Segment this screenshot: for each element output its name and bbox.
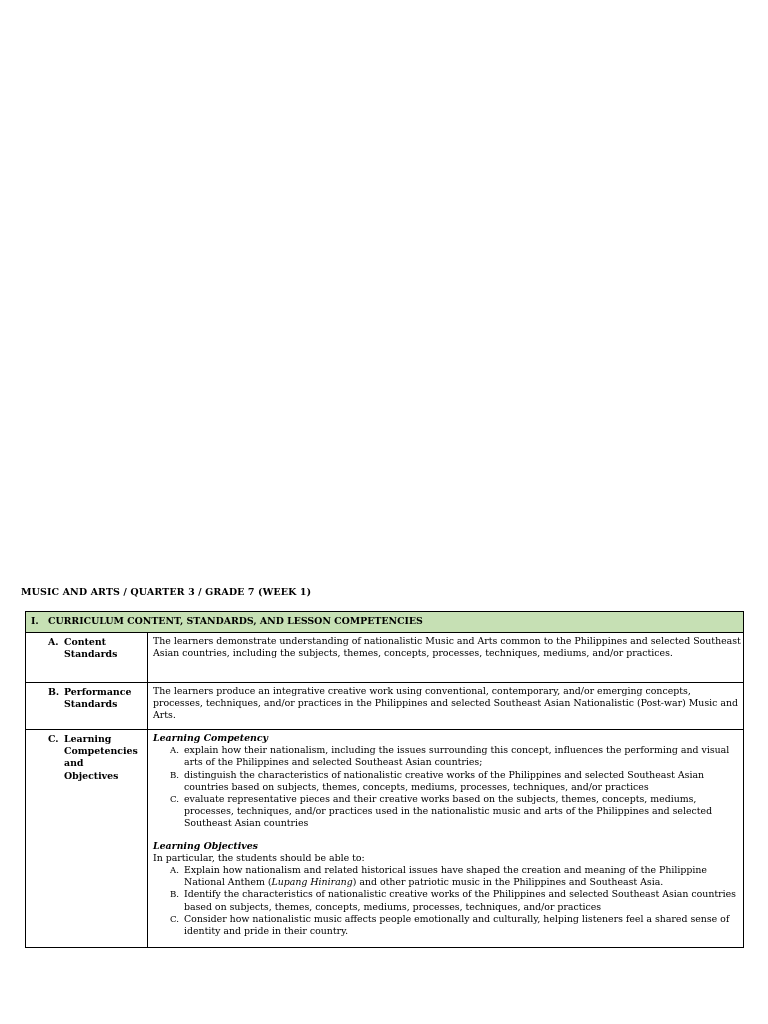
list-marker: A. xyxy=(170,866,179,877)
list-item xyxy=(153,889,741,913)
objectives-list xyxy=(153,865,741,938)
content-standards-row xyxy=(26,633,744,683)
learning-competencies-label-cell xyxy=(26,730,148,948)
list-item xyxy=(153,770,741,794)
objectives-intro: In particular, the students should be able to: xyxy=(153,852,365,864)
content-standards-text-cell xyxy=(148,633,744,683)
list-marker: B. xyxy=(169,770,179,781)
content-standards-label: Content Standards xyxy=(64,637,118,661)
competency-text: evaluate representative pieces and their creative works based on the subjects, themes, concepts, mediums, processes, techniques, and/or practices used in the nationalistic music and arts of the Philippines and selected Southeast Asian countries xyxy=(184,794,713,830)
list-marker: C. xyxy=(169,795,179,806)
list-item xyxy=(153,865,741,889)
section-number: I. xyxy=(31,615,39,627)
objective-text-part: Explain how nationalism and related historical issues have shaped the creation and meaning of the Philippine National Anthem ( xyxy=(184,865,707,889)
objective-text: Consider how nationalistic music affects people emotionally and culturally, helping listeners feel a shared sense of identity and pride in their country. xyxy=(184,913,730,938)
content-standards-label-cell xyxy=(26,633,148,683)
section-title: CURRICULUM CONTENT, STANDARDS, AND LESSON COMPETENCIES xyxy=(48,615,423,627)
performance-standards-text-cell xyxy=(148,683,744,730)
learning-objectives-heading: Learning Objectives xyxy=(153,840,258,852)
list-item xyxy=(153,794,741,831)
learning-competencies-letter: C. xyxy=(48,734,59,745)
performance-standards-text: The learners produce an integrative creative work using conventional, contemporary, and/or emerging concepts, processes, techniques, and/or practices in the Philippines and selected Southeast Asian Nationalistic (Post-war) Music and Arts. xyxy=(153,686,739,722)
list-item xyxy=(153,914,741,938)
competency-list xyxy=(153,745,741,830)
performance-standards-letter: B. xyxy=(48,687,60,698)
objective-text: Identify the characteristics of nationalistic creative works of the Philippines and selected Southeast Asian countries based on subjects, themes, concepts, mediums, processes, techniques, and/or practices xyxy=(184,889,736,913)
objective-text-part: ) and other patriotic music in the Philippines and Southeast Asia. xyxy=(352,877,664,889)
document-title: MUSIC AND ARTS / QUARTER 3 / GRADE 7 (WEEK 1) xyxy=(21,587,312,598)
competency-text: distinguish the characteristics of nationalistic creative works of the Philippines and selected Southeast Asian countries based on subjects, themes, concepts, mediums, processes, techniques, and/or practices xyxy=(184,769,705,793)
curriculum-table xyxy=(25,611,744,948)
list-marker: B. xyxy=(169,890,179,901)
section-header-cell xyxy=(26,612,744,633)
performance-standards-label-cell xyxy=(26,683,148,730)
list-item xyxy=(153,745,741,769)
content-standards-text: The learners demonstrate understanding of nationalistic Music and Arts common to the Philippines and selected Southeast Asian countries, including the subjects, themes, concepts, processes, techniques, mediums, and/or practices. xyxy=(153,636,741,660)
section-header-row xyxy=(26,612,744,633)
performance-standards-label: Performance Standards xyxy=(64,687,132,711)
learning-competency-heading: Learning Competency xyxy=(153,733,269,744)
anthem-title: Lupang Hinirang xyxy=(271,877,353,889)
learning-competencies-row xyxy=(26,730,744,948)
content-standards-letter: A. xyxy=(48,637,59,648)
objective-text xyxy=(184,865,741,889)
learning-competencies-text-cell xyxy=(148,730,744,948)
list-marker: A. xyxy=(170,746,179,757)
performance-standards-row xyxy=(26,683,744,730)
competency-text: explain how their nationalism, including the issues surrounding this concept, influences the performing and visual arts of the Philippines and selected Southeast Asian countries; xyxy=(184,745,730,769)
learning-competencies-label: Learning Competencies and Objectives xyxy=(64,734,138,782)
list-marker: C. xyxy=(169,914,179,925)
